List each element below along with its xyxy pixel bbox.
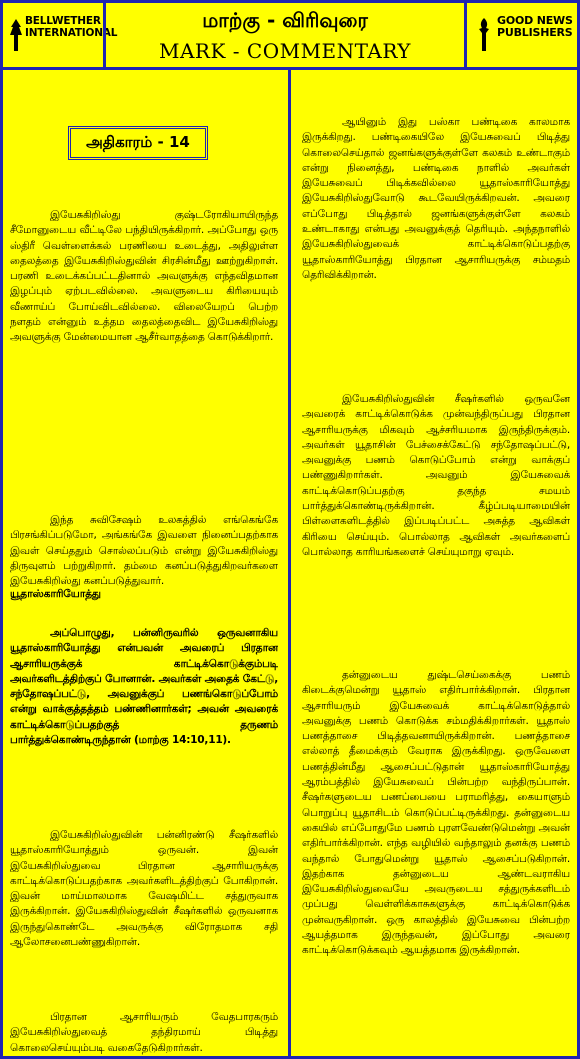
- title-tamil: மாற்கு - விரிவுரை: [202, 8, 368, 32]
- chapter-heading: அதிகாரம் - 14: [68, 126, 208, 160]
- scripture-quote: அப்பொழுது, பன்னிருவரில் ஒருவனாகிய யூதாஸ்காரியோத்து என்பவன் அவரைப் பிரதான ஆசாரியருக்குக் காட்டிக்கொடுக்கும்படி அவர்களிடத்திற்குப் போனான். அவர்கள் அதைக் கேட்டு, சந்தோஷப்பட்டு, அவனுக்குப் பணங்கொடுப்போம் என்று வாக்குத்தத்தம் பண்ணினார்கள்; அவன் அவரைக் காட்டிக்கொடுப்பதற்குத் தருணம் பார்த்துக்கொண்டிருந்தான் (மாற்கு 14:10,11).: [10, 627, 278, 747]
- paragraph: ஆயினும் இது பஸ்கா பண்டிகை காலமாக இருக்கிறது. பண்டிகையிலே இயேசுவைப் பிடித்து கொலைசெய்தால் ஜனங்களுக்குள்ளே கலகம் உண்டாகும் என்று நினைத்து, பண்டிகை நாளில் அவர்கள் இயேசுவைப் பிடிக்கவில்லை யூதாஸ்காரியோத்து இயேசுகிறிஸ்துவோடு கூடவேயிருக்கிறவன். அவரை எப்போது பிடித்தால் ஜனங்களுக்குள்ளே கலகம் உண்டாகாது என்பது அவனுக்குத் தெரியும். அந்தநாளில் இயேசுகிறிஸ்துவைக் காட்டிக்கொடுப்பதற்கு யூதாஸ்காரியோத்து பிரதான ஆசாரியருக்கு சம்மதம் தெரிவிக்கிறான்.: [302, 116, 570, 281]
- paragraph: இயேசுகிறிஸ்துவின் பன்னிரண்டு சீஷர்களில் யூதாஸ்காரியோத்தும் ஒருவன். இவன் இயேசுகிறிஸ்துவை பிரதான ஆசாரியருக்கு காட்டிக்கொடுப்பதற்காக அவர்களிடத்திற்குப் போகிறான். இவன் மாய்மாலமாக வேஷமிட்ட சத்துருவாக இருக்கிறான். இயேசுகிறிஸ்துவின் சீஷர்களில் ஒருவனாக இருந்துகொண்டே அவருக்கு விரோதமாக சதி ஆலோசனைபண்ணுகிறான்.: [10, 829, 278, 949]
- title-english: MARK - COMMENTARY: [159, 39, 411, 63]
- paragraph: தன்னுடைய துஷ்டசெய்கைக்கு பணம் கிடைக்குமென்று யூதாஸ் எதிர்பார்க்கிறான். பிரதான ஆசாரியரும் இயேசுவைக் காட்டிக்கொடுத்தால் அவனுக்கு பணம் கொடுக்க சம்மதிக்கிறார்கள். யூதாஸ் பணத்தாசை பிடித்தவனாயிருக்கிறான். பணத்தாசை எல்லாத் தீமைக்கும் வேராக இருக்கிறது. ஒருவேளை பணத்தின்மீது ஆசைப்பட்டுதான் யூதாஸ்காரியோத்து ஆரம்பத்தில் இயேசுவைப் பின்பற்ற வந்திருப்பான். சீஷர்களுடைய பணப்பையை பராமரித்து, கையாளும் பொறுப்பு யூதாசிடம் கொடுப்பட்டிருக்கிறது. தன்னுடைய கையில் எப்போதுமே பணம் புரளவேண்டுமென்று அவன் எதிர்பார்க்கிறான். எந்த வழியில் வந்தாலும் தனக்கு பணம் வந்தால் போதுமென்று யூதாஸ் ஆசைப்படுகிறான். இதற்காக தன்னுடைய ஆண்டவராகிய இயேசுகிறிஸ்துவையே அவருடைய சத்துருக்களிடம் முப்பது வெள்ளிக்காசுகளுக்கு காட்டிக்கொடுக்க முன்வருகிறான். ஒரு காலத்தில் இயேசுவை பின்பற்ற ஆயத்தமாக இருந்தவன், இப்போது அவரை காட்டிக்கொடுக்கவும் ஆயத்தமாக இருக்கிறான்.: [302, 669, 570, 957]
- bell-icon: [9, 17, 23, 53]
- section-subheading: யூதாஸ்காரியோத்து: [10, 588, 101, 600]
- paragraph: இயேசுகிறிஸ்துவின் சீஷர்களில் ஒருவனே அவரைக் காட்டிக்கொடுக்க முன்வந்திருப்பது பிரதான ஆசாரியருக்கு மிகவும் ஆச்சரியமாக இருந்திருக்கும். அவர்கள் யூதாசின் பேச்சைக்கேட்டு சந்தோஷப்பட்டு, அவனுக்கு பணம் கொடுப்போம் என்று வாக்குப் பண்ணுகிறார்கள். அவனும் இயேசுவைக் காட்டிக்கொடுப்பதற்கு தகுந்த சமயம் பார்த்துக்கொண்டிருக்கிறான். கீழ்ப்படியாமையின் பிள்ளைகளிடத்தில் இப்படிப்பட்ட அசுத்த ஆவிகள் கிரியை செய்யும். பொல்லாத ஆவிகள் அவர்களைப் பொல்லாத காரியங்களைச் செய்யுமாறு ஏவும்.: [302, 393, 570, 558]
- title-box: [103, 0, 467, 70]
- paragraph: இந்த சுவிசேஷம் உலகத்தில் எங்கெங்கே பிரசங்கிப்படுமோ, அங்கங்கே இவளை நினைப்பதற்காக இவள் செய்ததும் சொல்லப்படும் என்று இயேசுகிறிஸ்து திருவுளம் பற்றுகிறார். தம்மை கனப்படுத்துகிறவர்களை இயேசுகிறிஸ்து கனப்படுத்துவார்.: [10, 514, 278, 588]
- good-news-logo-text: [497, 15, 573, 39]
- paragraph: இயேசுகிறிஸ்து குஷ்டரோகியாயிருந்த சீமோனுடைய வீட்டிலே பந்தியிருக்கிறார். அப்போது ஒரு ஸ்திரீ வெள்ளைக்கல் பரணியை உடைத்து, அதிலுள்ள தைலத்தை இயேசுகிறிஸ்துவின் சிரசின்மீது ஊற்றுகிறாள். பரணி உடைக்கப்பட்டதினால் அவளுக்கு எந்தவிதமான இழப்பும் ஏற்படவில்லை. அவளுடைய கிரியையும் வீணாய்ப் போய்விடவில்லை. விலையேறப் பெற்ற நளதம் என்னும் உத்தம தைலத்தைவிட இயேசுகிறிஸ்து அவளுக்கு மேன்மையான ஆசீர்வாதத்தை கொடுக்கிறார்.: [10, 209, 278, 344]
- logo-line-2: PUBLISHERS: [497, 26, 573, 39]
- publisher-logo-right: [464, 0, 580, 70]
- column-divider: [288, 70, 291, 1056]
- logo-line-1: BELLWETHER: [25, 15, 101, 27]
- page-header: [0, 0, 580, 70]
- torch-icon: [477, 17, 491, 53]
- paragraph: பிரதான ஆசாரியரும் வேதபாரகரும் இயேசுகிறிஸ்துவைத் தந்திரமாய் பிடித்து கொலைசெய்யும்படி வகைதேடுகிறார்கள்.: [10, 1011, 278, 1054]
- publisher-logo-left: [0, 0, 118, 70]
- logo-line-2: INTERNATIONAL: [25, 27, 118, 39]
- logo-line-1: GOOD NEWS: [497, 14, 573, 27]
